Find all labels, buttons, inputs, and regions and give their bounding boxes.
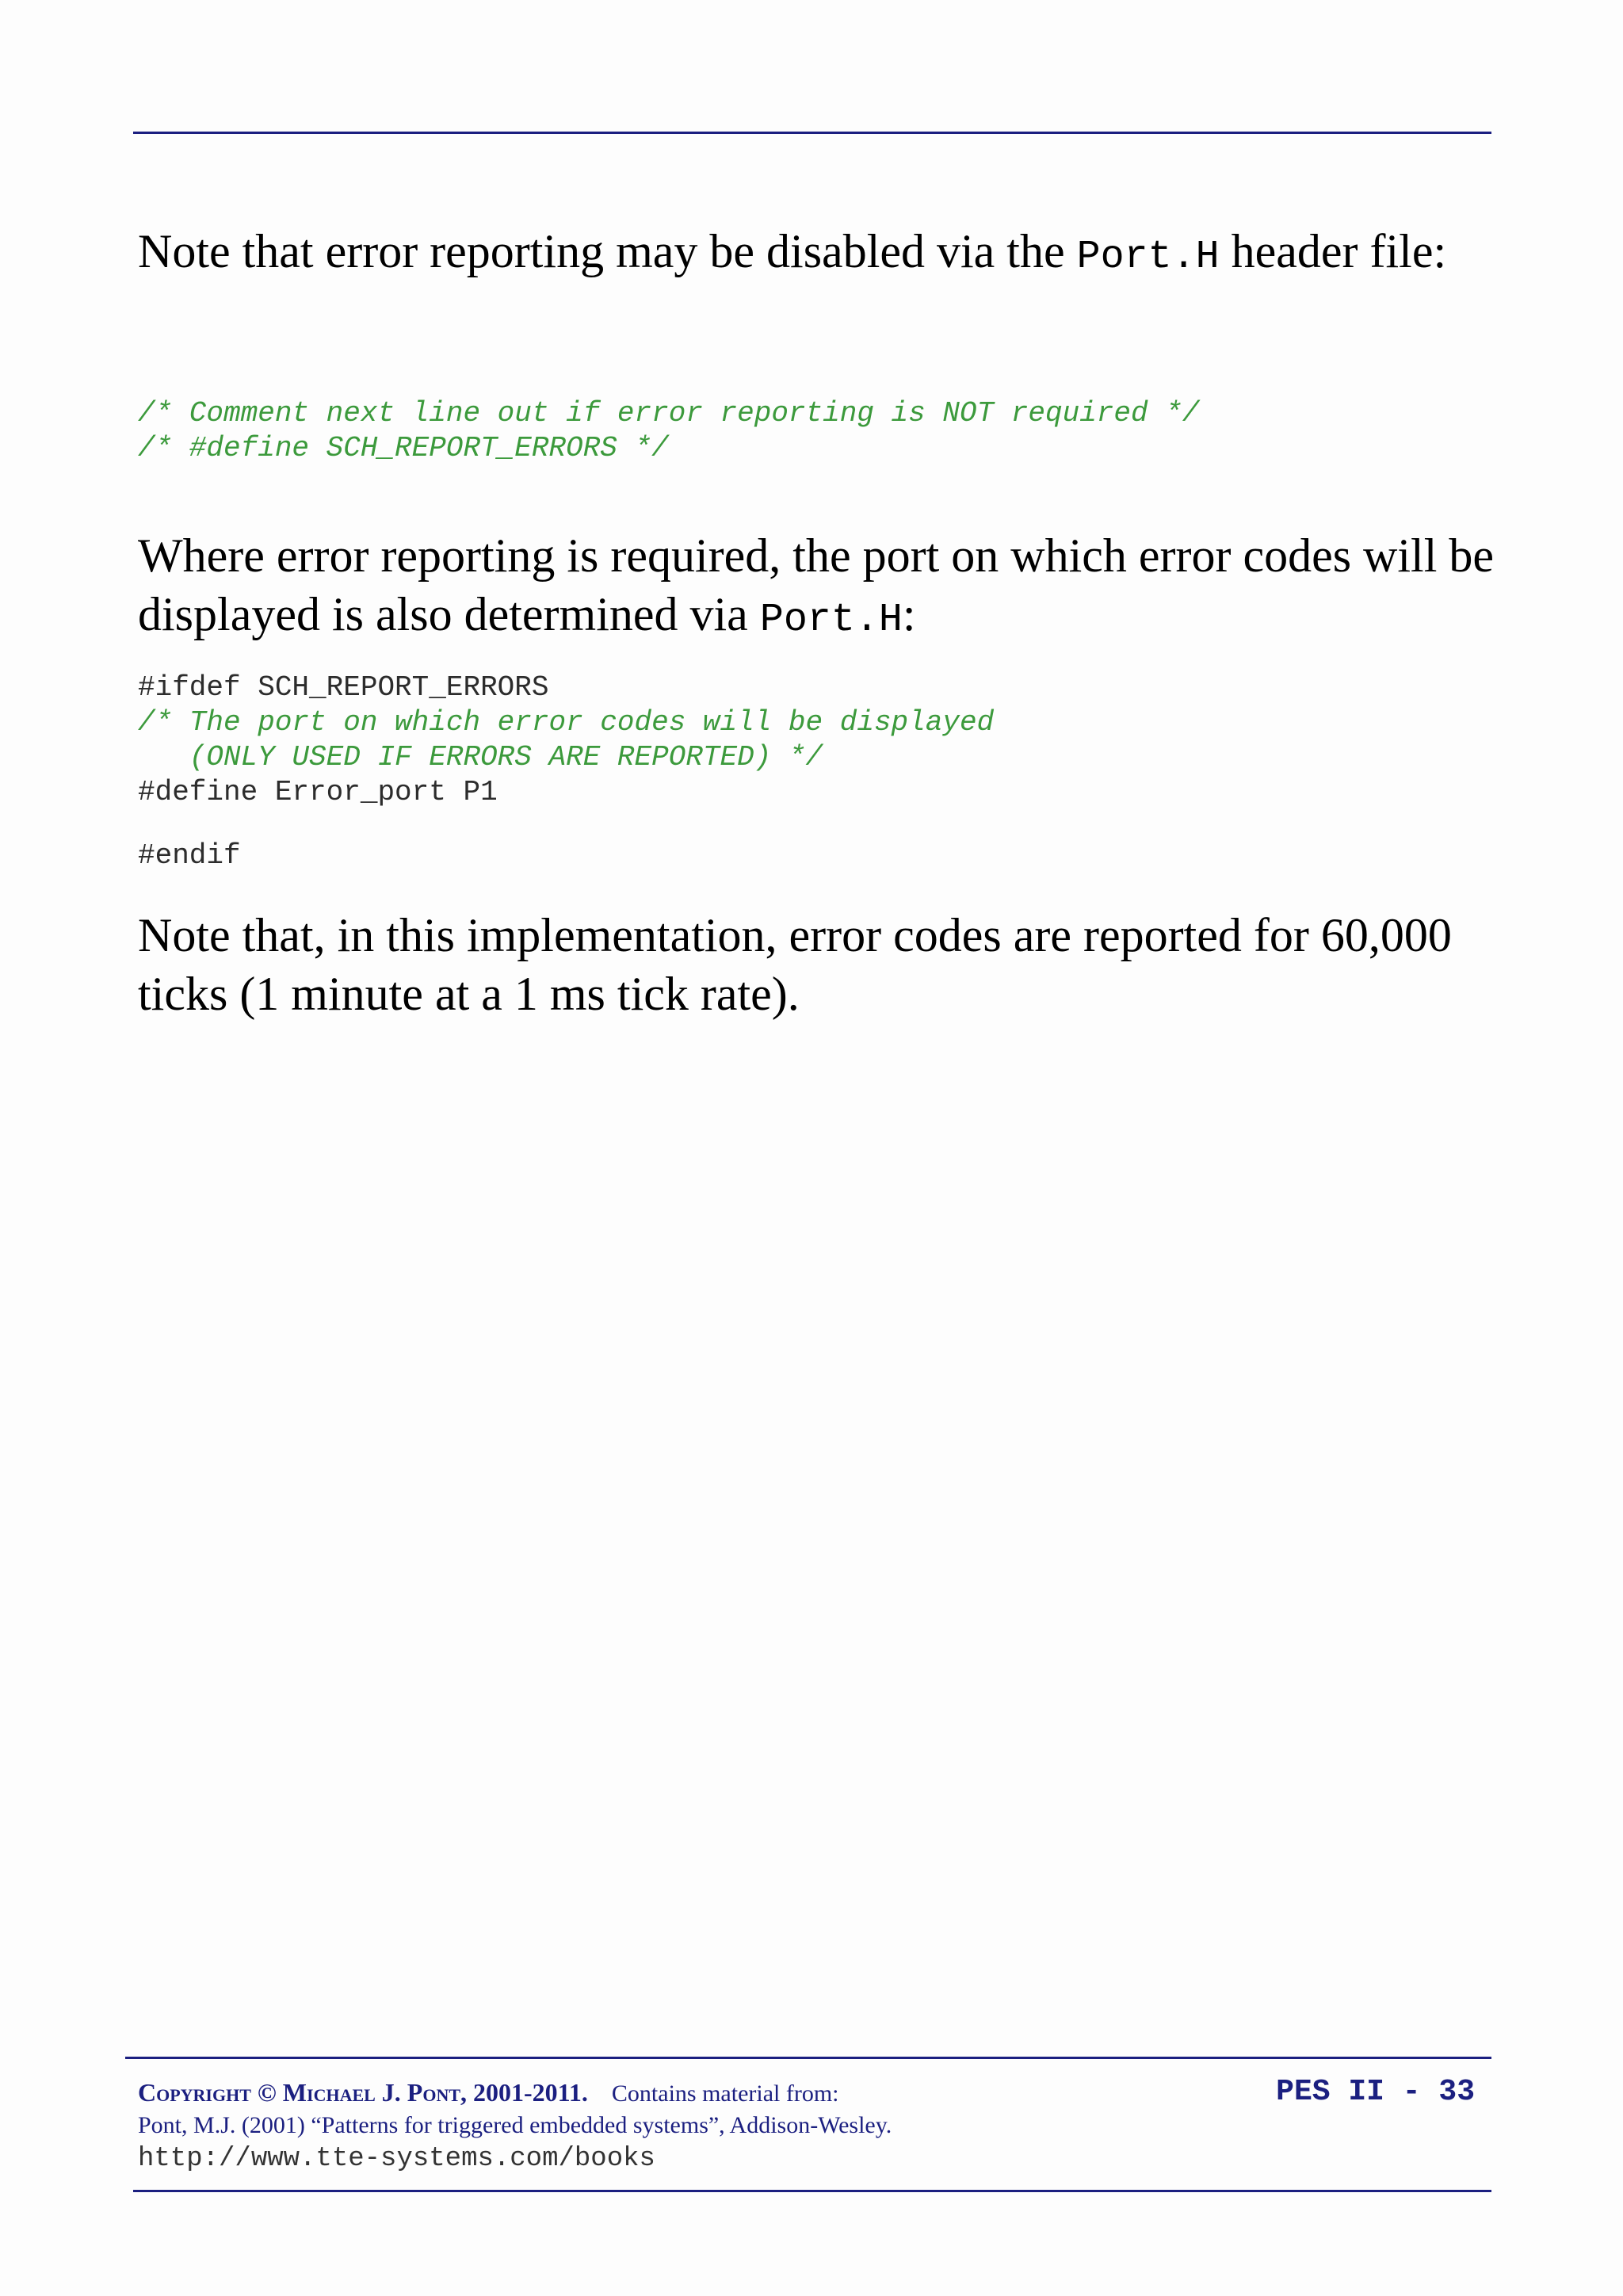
footer-url-link[interactable]: http://www.tte-systems.com/books xyxy=(138,2144,655,2174)
code-blank-line xyxy=(138,810,994,839)
paragraph-error-duration: Note that, in this implementation, error codes are reported for 60,000 ticks (1 minute at a 1 ms tick rate). xyxy=(138,909,1452,1020)
code-comment-line: (ONLY USED IF ERRORS ARE REPORTED) */ xyxy=(138,741,823,774)
footer-rule-top xyxy=(125,2057,1491,2059)
code-line: #define Error_port P1 xyxy=(138,776,498,808)
code-comment-line: /* #define SCH_REPORT_ERRORS */ xyxy=(138,432,669,464)
header-rule xyxy=(133,132,1491,134)
paragraph1-text: Note that error reporting may be disabled via the xyxy=(138,225,1077,277)
code-comment-line: /* Comment next line out if error reporting is NOT required */ xyxy=(138,397,1200,430)
footer-rule-bottom xyxy=(133,2190,1491,2192)
code-line: #ifdef SCH_REPORT_ERRORS xyxy=(138,671,549,704)
contains-material-text: Contains material from: xyxy=(611,2080,839,2107)
copyright-text: Copyright © Michael J. Pont, 2001-2011. xyxy=(138,2078,588,2107)
port-h-inline-code: Port.H xyxy=(759,598,903,643)
paragraph-error-reporting-disabled xyxy=(138,222,1501,287)
footer-line-1 xyxy=(138,2076,1168,2110)
code-line: #endif xyxy=(138,839,241,872)
paragraph2-text-end: : xyxy=(902,588,916,640)
code-block-error-port xyxy=(138,670,994,873)
paragraph2-text: Where error reporting is required, the port on which error codes will be displayed is also determined via xyxy=(138,529,1495,640)
port-h-inline-code: Port.H xyxy=(1076,235,1220,280)
citation-text: Pont, M.J. (2001) “Patterns for triggered embedded systems”, Addison-Wesley. xyxy=(138,2112,892,2138)
paragraph-error-port xyxy=(138,526,1501,650)
code-comment-line: /* The port on which error codes will be displayed xyxy=(138,706,995,739)
code-block-report-errors xyxy=(138,396,1199,466)
paragraph1-text-end: header file: xyxy=(1219,225,1447,277)
page-number-tag: PES II - 33 xyxy=(1276,2075,1475,2109)
footer-copyright-block xyxy=(138,2076,1168,2176)
